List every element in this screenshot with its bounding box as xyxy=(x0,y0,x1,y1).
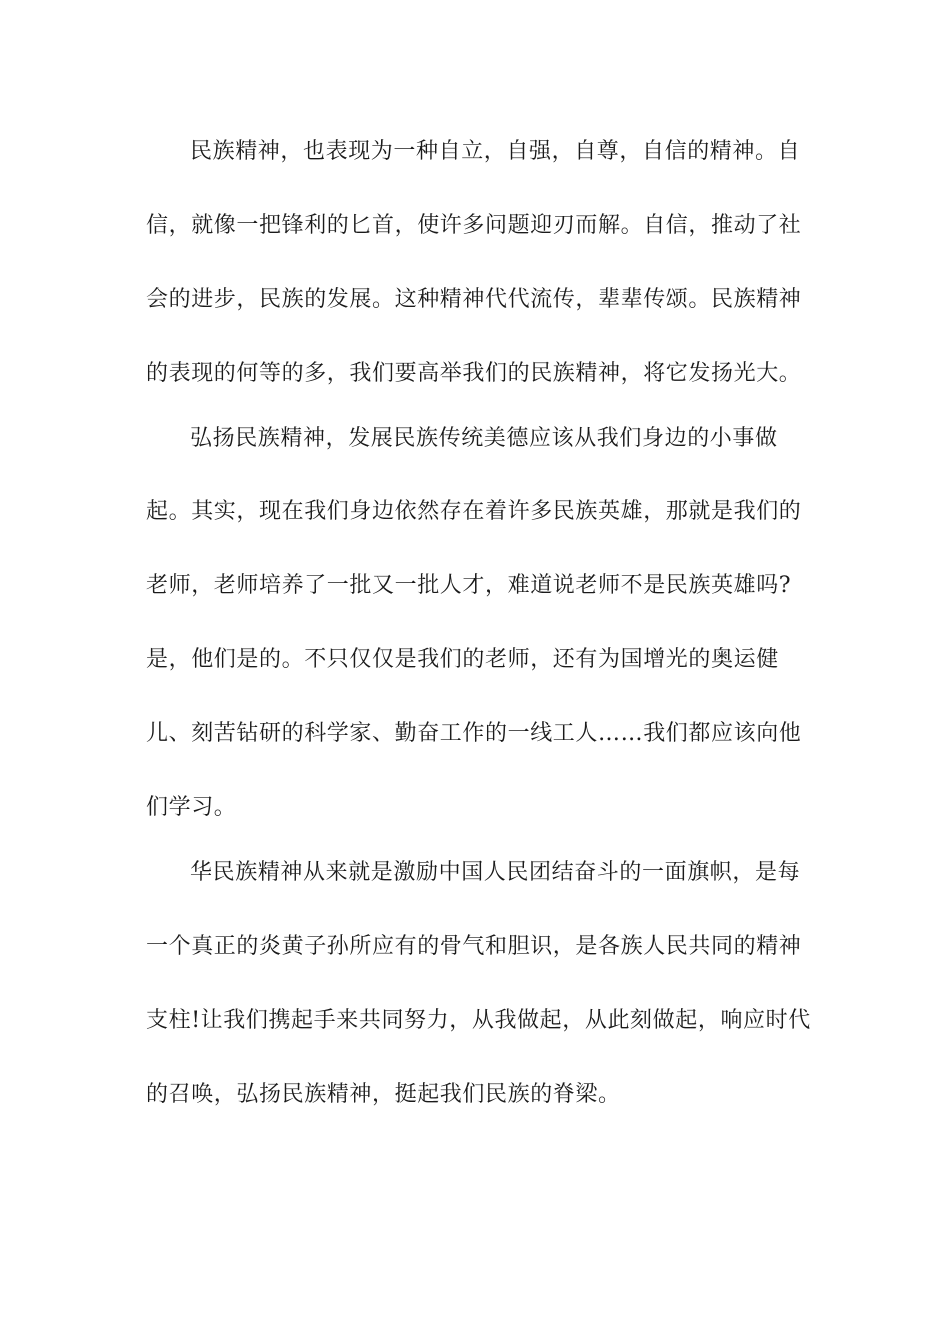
text-line: 的召唤，弘扬民族精神，挺起我们民族的脊梁。 xyxy=(146,1082,621,1107)
text-line: 是，他们是的。不只仅仅是我们的老师，还有为国增光的奥运健 xyxy=(146,647,779,672)
text-line: 信，就像一把锋利的匕首，使许多问题迎刃而解。自信，推动了社 xyxy=(146,213,802,238)
text-line: 会的进步，民族的发展。这种精神代代流传，辈辈传颂。民族精神 xyxy=(146,287,802,312)
text-line: 的表现的何等的多，我们要高举我们的民族精神，将它发扬光大。 xyxy=(146,361,802,386)
text-line: 弘扬民族精神，发展民族传统美德应该从我们身边的小事做 xyxy=(190,426,778,451)
text-line: 儿、刻苦钻研的科学家、勤奋工作的一线工人……我们都应该向他 xyxy=(146,721,802,746)
text-line: 一个真正的炎黄子孙所应有的骨气和胆识，是各族人民共同的精神 xyxy=(146,934,802,959)
text-line: 起。其实，现在我们身边依然存在着许多民族英雄，那就是我们的 xyxy=(146,499,802,524)
text-line: 支柱!让我们携起手来共同努力，从我做起，从此刻做起，响应时代 xyxy=(146,1008,811,1033)
text-line: 华民族精神从来就是激励中国人民团结奋斗的一面旗帜，是每 xyxy=(190,860,801,885)
text-line: 民族精神，也表现为一种自立，自强，自尊，自信的精神。自 xyxy=(190,139,801,164)
text-line: 们学习。 xyxy=(146,795,237,820)
text-line: 老师，老师培养了一批又一批人才，难道说老师不是民族英雄吗? xyxy=(146,573,792,598)
